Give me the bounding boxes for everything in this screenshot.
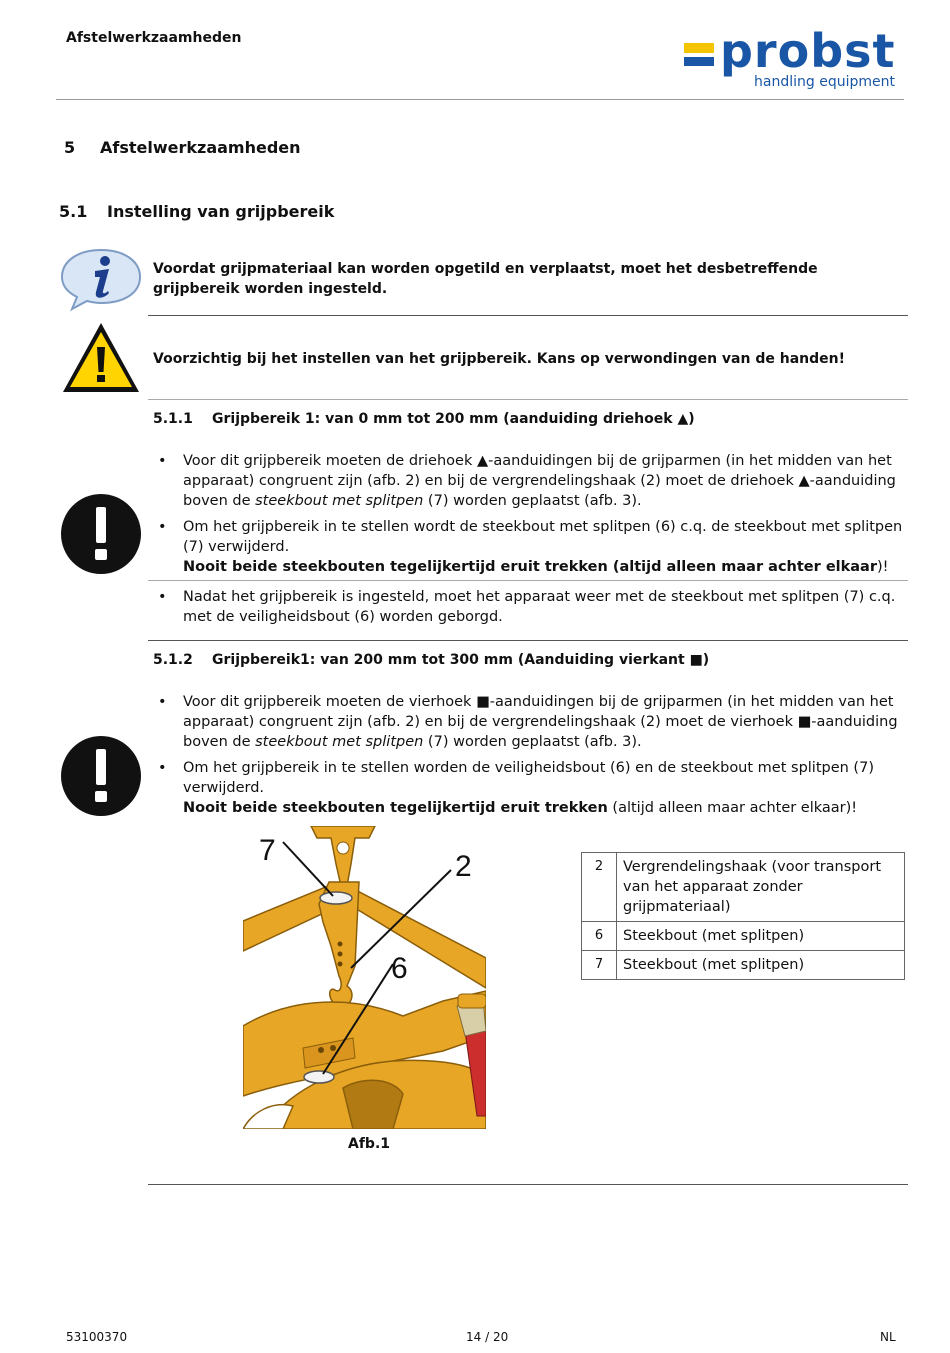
section-number: 5: [64, 138, 76, 157]
callout-7: 7: [259, 834, 276, 867]
info-rule: [148, 315, 908, 316]
mandatory-icon: [61, 494, 141, 574]
info-icon: [58, 246, 144, 312]
warning-note: Voorzichtig bij het instellen van het grijpbereik. Kans op verwondingen van de handen!: [153, 351, 845, 367]
list-item: • Voor dit grijpbereik moeten de driehoek ▲-aanduidingen bij de grijparmen (in het midden van het apparaat) congruent zijn (afb. 2) en bij de vergrendelingshaak (2) moet de driehoek ▲-aanduiding boven de steekbout met splitpen (7) worden geplaatst (afb. 3).: [154, 451, 904, 511]
subsection-heading: [59, 202, 334, 221]
list-item: • Nadat het grijpbereik is ingesteld, moet het apparaat weer met de steekbout met splitpen (7) c.q. met de veiligheidsbout (6) worden geborgd.: [154, 587, 904, 627]
figure-caption: Afb.1: [348, 1136, 391, 1152]
running-header: Afstelwerkzaamheden: [66, 30, 242, 46]
legend-text: Steekbout (met splitpen): [617, 951, 905, 980]
probst-logo: [684, 24, 896, 94]
warning-icon: [60, 320, 142, 396]
subsubsection-title: Grijpbereik1: van 200 mm tot 300 mm (Aanduiding vierkant ■): [212, 652, 710, 668]
section-rule: [148, 640, 908, 641]
list-item: • Voor dit grijpbereik moeten de vierhoek ■-aanduidingen bij de grijparmen (in het midden van het apparaat) congruent zijn (afb. 2) en bij de vergrendelingshaak (2) moet de vierhoek ■-aanduiding boven de steekbout met splitpen (7) worden geplaatst (afb. 3).: [154, 692, 904, 752]
separator-rule: [148, 580, 908, 581]
legend-text: Vergrendelingshaak (voor transport van het apparaat zonder grijpmateriaal): [617, 853, 905, 922]
legend-number: 6: [582, 922, 617, 951]
logo-tagline: handling equipment: [754, 74, 895, 90]
legend-number: 2: [582, 853, 617, 922]
subsection-title: Instelling van grijpbereik: [107, 202, 335, 221]
table-row: [582, 951, 905, 980]
header-rule: [56, 99, 904, 100]
list-item: • Om het grijpbereik in te stellen wordt de steekbout met splitpen (6) c.q. de steekbout met splitpen (7) verwijderd. Nooit beide steekbouten tegelijkertijd eruit trekken (altijd alleen maar achter elkaar)!: [154, 517, 904, 577]
subsubsection-number: 5.1.2: [153, 652, 193, 668]
bullet-list-511b: [154, 587, 904, 633]
logo-wordmark: probst: [720, 24, 896, 78]
mandatory-icon: [61, 736, 141, 816]
table-row: [582, 853, 905, 922]
bottom-rule: [148, 1184, 908, 1185]
doc-number: 53100370: [66, 1330, 128, 1344]
bullet-list-512: [154, 692, 904, 824]
list-item: • Om het grijpbereik in te stellen worden de veiligheidsbout (6) en de steekbout met splitpen (7) verwijderd. Nooit beide steekbouten tegelijkertijd eruit trekken (altijd alleen maar achter elkaar)!: [154, 758, 904, 818]
table-row: [582, 922, 905, 951]
callout-2: 2: [455, 850, 472, 883]
subsection-number: 5.1: [59, 202, 88, 221]
info-note: Voordat grijpmateriaal kan worden opgetild en verplaatst, moet het desbetreffende grijpbereik worden ingesteld.: [153, 261, 818, 297]
section-heading: [64, 138, 301, 157]
subsubsection-heading-1: [153, 411, 695, 427]
warning-rule: [148, 399, 908, 400]
legend-text: Steekbout (met splitpen): [617, 922, 905, 951]
legend-table: [581, 852, 905, 980]
callout-6: 6: [391, 952, 408, 985]
language-code: NL: [880, 1330, 896, 1344]
bullet-list-511: [154, 451, 904, 583]
logo-blue-bar: [684, 57, 714, 66]
section-title: Afstelwerkzaamheden: [100, 138, 301, 157]
subsubsection-title: Grijpbereik 1: van 0 mm tot 200 mm (aanduiding driehoek ▲): [212, 411, 695, 427]
gripper-figure: [243, 826, 486, 1129]
page-number: 14 / 20: [466, 1330, 509, 1344]
logo-yellow-bar: [684, 43, 714, 53]
legend-number: 7: [582, 951, 617, 980]
subsubsection-number: 5.1.1: [153, 411, 193, 427]
subsubsection-heading-2: [153, 652, 709, 668]
